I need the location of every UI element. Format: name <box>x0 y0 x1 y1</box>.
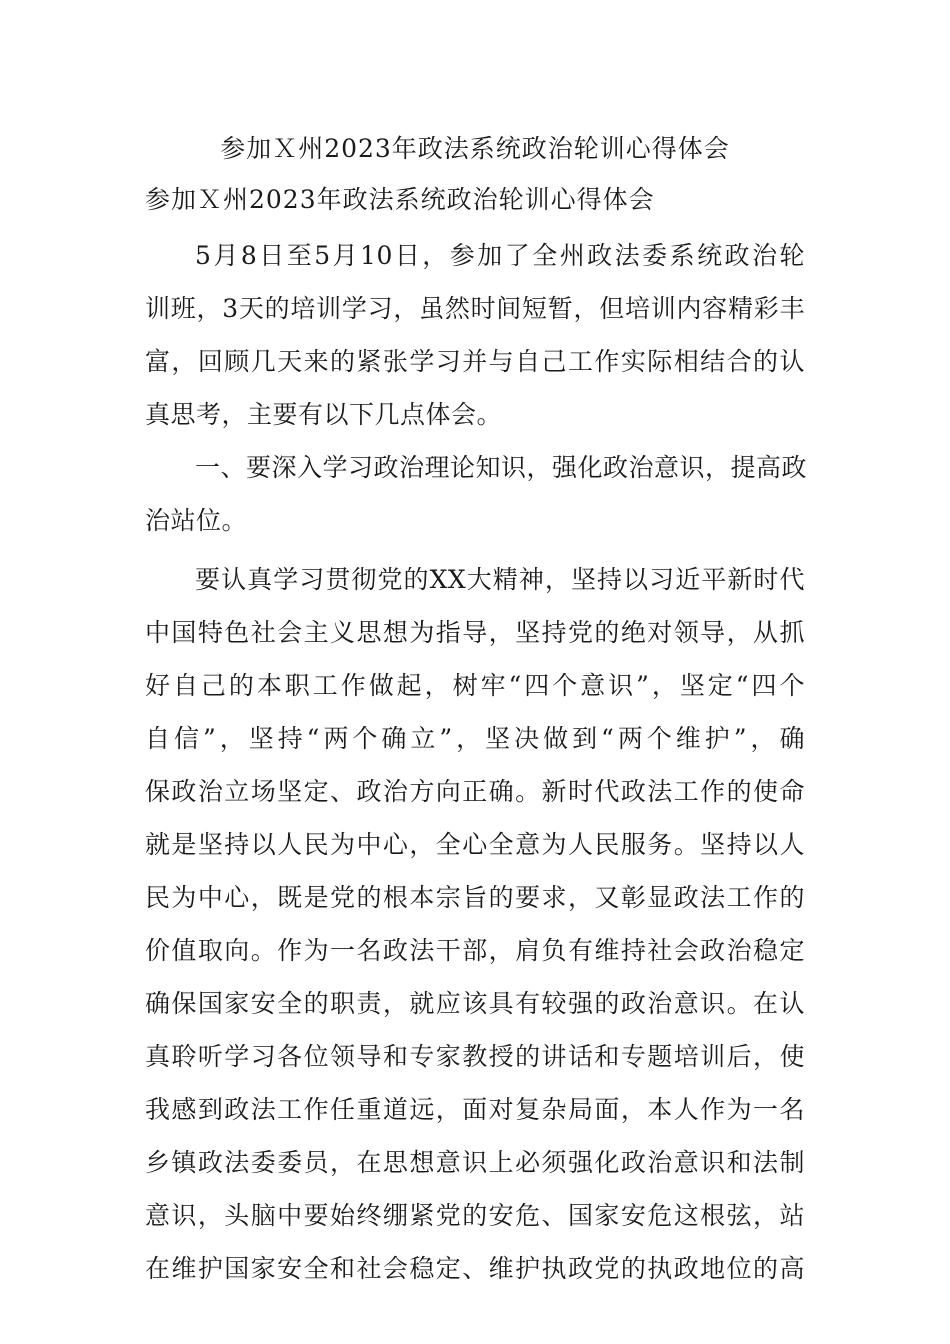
text-line: 好自己的本职工作做起，树牢“四个意识”，坚定“四个 <box>145 671 805 700</box>
text-line: 训班，3天的培训学习，虽然时间短暂，但培训内容精彩丰 <box>145 294 805 323</box>
text-line: 保政治立场坚定、政治方向正确。新时代政法工作的使命 <box>145 777 805 806</box>
paragraph <box>145 441 808 547</box>
text-line: 自信”，坚持“两个确立”，坚决做到“两个维护”，确 <box>145 724 805 753</box>
text-line: 富，回顾几天来的紧张学习并与自己工作实际相结合的认 <box>145 347 805 376</box>
text-line: 真聆听学习各位领导和专家教授的讲话和专题培训后，使 <box>145 1042 805 1071</box>
text-line: 确保国家安全的职责，就应该具有较强的政治意识。在认 <box>145 989 805 1018</box>
text-line: 乡镇政法委委员，在思想意识上必须强化政治意识和法制 <box>145 1148 805 1177</box>
text-line: 要认真学习贯彻党的XX大精神，坚持以习近平新时代 <box>195 565 805 594</box>
paragraph <box>145 553 805 1295</box>
text-line: 真思考，主要有以下几点体会。 <box>145 400 503 429</box>
paragraph <box>145 229 805 441</box>
document-body <box>145 229 808 1295</box>
text-line: 一、要深入学习政治理论知识，强化政治意识，提高政 <box>195 453 808 482</box>
text-line: 5月8日至5月10日，参加了全州政法委系统政治轮 <box>195 241 805 270</box>
text-line: 就是坚持以人民为中心，全心全意为人民服务。坚持以人 <box>145 830 805 859</box>
text-line: 在维护国家安全和社会稳定、维护执政党的执政地位的高 <box>145 1254 805 1283</box>
document-title: 参加Ｘ州2023年政法系统政治轮训心得体会 <box>220 134 730 163</box>
text-line: 价值取向。作为一名政法干部，肩负有维持社会政治稳定 <box>145 936 805 965</box>
text-line: 我感到政法工作任重道远，面对复杂局面，本人作为一名 <box>145 1095 805 1124</box>
document-subtitle: 参加Ｘ州2023年政法系统政治轮训心得体会 <box>145 185 655 214</box>
text-line: 民为中心，既是党的根本宗旨的要求，又彰显政法工作的 <box>145 883 805 912</box>
text-line: 意识，头脑中要始终绷紧党的安危、国家安危这根弦，站 <box>145 1201 805 1230</box>
text-line: 中国特色社会主义思想为指导，坚持党的绝对领导，从抓 <box>145 618 805 647</box>
text-line: 治站位。 <box>145 506 248 535</box>
